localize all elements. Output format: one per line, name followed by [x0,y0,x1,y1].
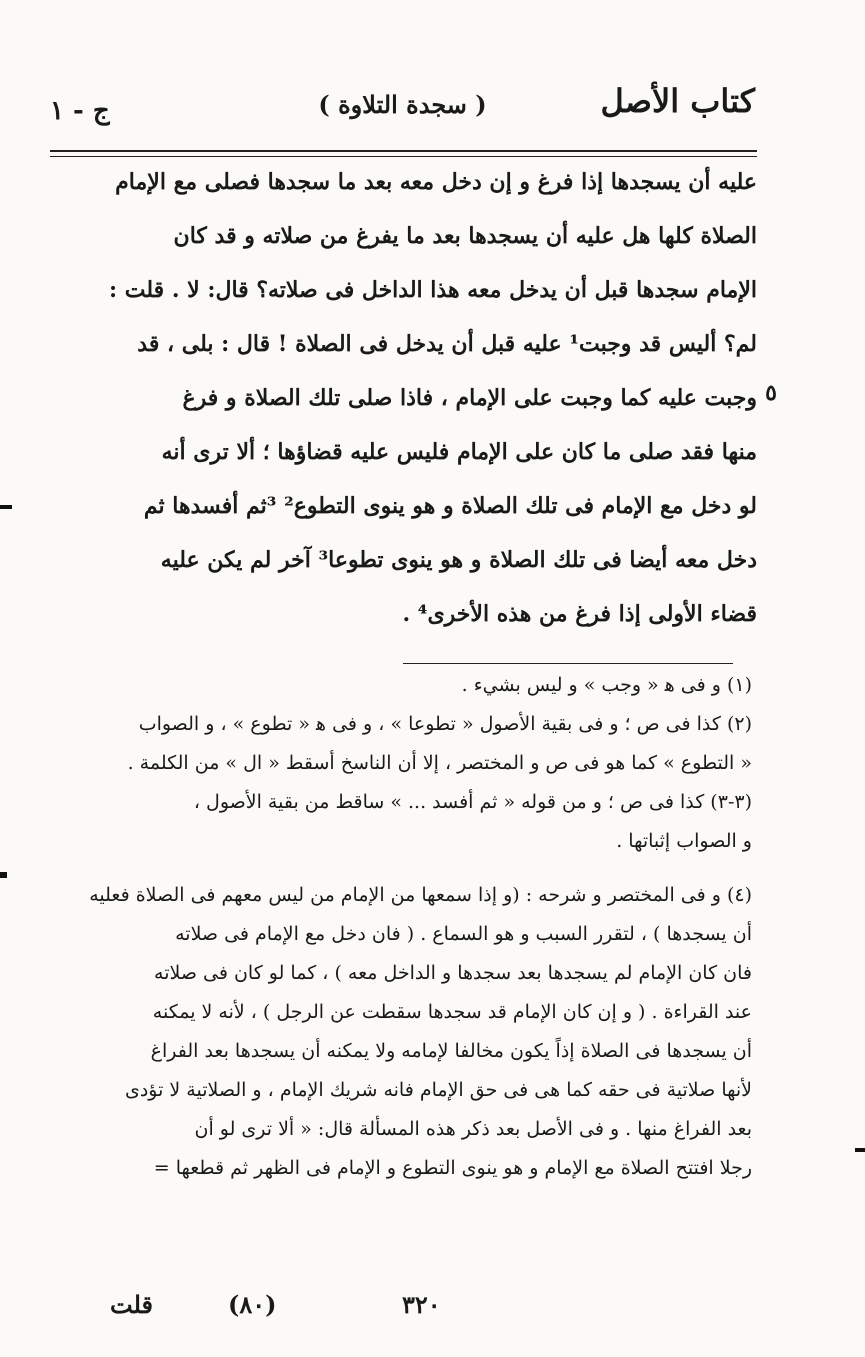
text-line: دخل معه أيضا فى تلك الصلاة و هو ينوى تطوعا³ آخر لم يكن عليه [160,547,757,573]
footnote-line: « التطوع » كما هو فى ص و المختصر ، إلا أن الناسخ أسقط « ال » من الكلمة . [127,752,752,774]
footnote-line: (٣-٣) كذا فى ص ؛ و من قوله « ثم أفسد ... » ساقط من بقية الأصول ، [193,791,752,813]
footnote-line: و الصواب إثباتها . [616,830,752,852]
scan-mark [855,1148,865,1152]
text-line: الصلاة كلها هل عليه أن يسجدها بعد ما يفرغ من صلاته و قد كان [173,223,757,249]
footnote-rule [403,663,733,664]
footnotes [70,666,752,1188]
footnote-line: (٤) و فى المختصر و شرحه : (و إذا سمعها من الإمام من ليس معهم فى الصلاة فعليه [89,884,752,906]
page-header [50,82,755,132]
footnote-line: لأنها صلاتية فى حقه كما هى فى حق الإمام فانه شريك الإمام ، و الصلاتية لا تؤدى [124,1079,752,1101]
main-text [66,155,757,641]
footnote-line: أن يسجدها ) ، لتقرر السبب و هو السماع . ( فان دخل مع الإمام فى صلاته [175,923,752,945]
text-line: وجبت عليه كما وجبت على الإمام ، فاذا صلى تلك الصلاة و فرغ [182,385,757,411]
footnote-line: أن يسجدها فى الصلاة إذاً يكون مخالفا لإمامه ولا يمكنه أن يسجدها بعد الفراغ [150,1040,752,1062]
header-rule [50,150,757,152]
footnote-line: بعد الفراغ منها . و فى الأصل بعد ذكر هذه المسألة قال: « ألا ترى لو أن [194,1118,752,1140]
text-line: لم؟ أليس قد وجبت¹ عليه قبل أن يدخل فى الصلاة ! قال : بلى ، قد [137,331,757,357]
footnote-line: فان كان الإمام لم يسجدها بعد سجدها و الداخل معه ) ، كما لو كان فى صلاته [154,962,752,984]
text-line: لو دخل مع الإمام فى تلك الصلاة و هو ينوى التطوع² ³ثم أفسدها ثم [143,493,757,519]
footnote-line: عند القراءة . ( و إن كان الإمام قد سجدها سقطت عن الرجل ) ، لأنه لا يمكنه [152,1001,752,1023]
line-number: ٥ [765,380,777,406]
catchword: قلت [110,1290,153,1319]
text-line: عليه أن يسجدها إذا فرغ و إن دخل معه بعد ما سجدها فصلى مع الإمام [115,169,757,195]
scan-mark [0,505,12,509]
footnote-line: رجلا افتتح الصلاة مع الإمام و هو ينوى التطوع و الإمام فى الظهر ثم قطعها = [153,1157,752,1179]
scan-mark [0,872,7,878]
text-line: قضاء الأولى إذا فرغ من هذه الأخرى⁴ . [402,601,757,627]
text-line: منها فقد صلى ما كان على الإمام فليس عليه قضاؤها ؛ ألا ترى أنه [161,439,757,465]
page-footer [110,1290,760,1330]
footnote-line: (١) و فى ﻫ « وجب » و ليس بشيء . [461,674,752,696]
book-title: كتاب الأصل [600,82,755,120]
chapter-title: ( سجدة التلاوة ) [318,90,487,119]
page-number: ٣٢٠ [402,1290,441,1319]
page-marker: (٨٠) [228,1290,277,1319]
footnote-line: (٢) كذا فى ص ؛ و فى بقية الأصول « تطوعا » ، و فى ﻫ « تطوع » ، و الصواب [138,713,752,735]
volume-label: ج - ١ [50,96,110,126]
text-line: الإمام سجدها قبل أن يدخل معه هذا الداخل فى صلاته؟ قال: لا . قلت : [108,277,757,303]
